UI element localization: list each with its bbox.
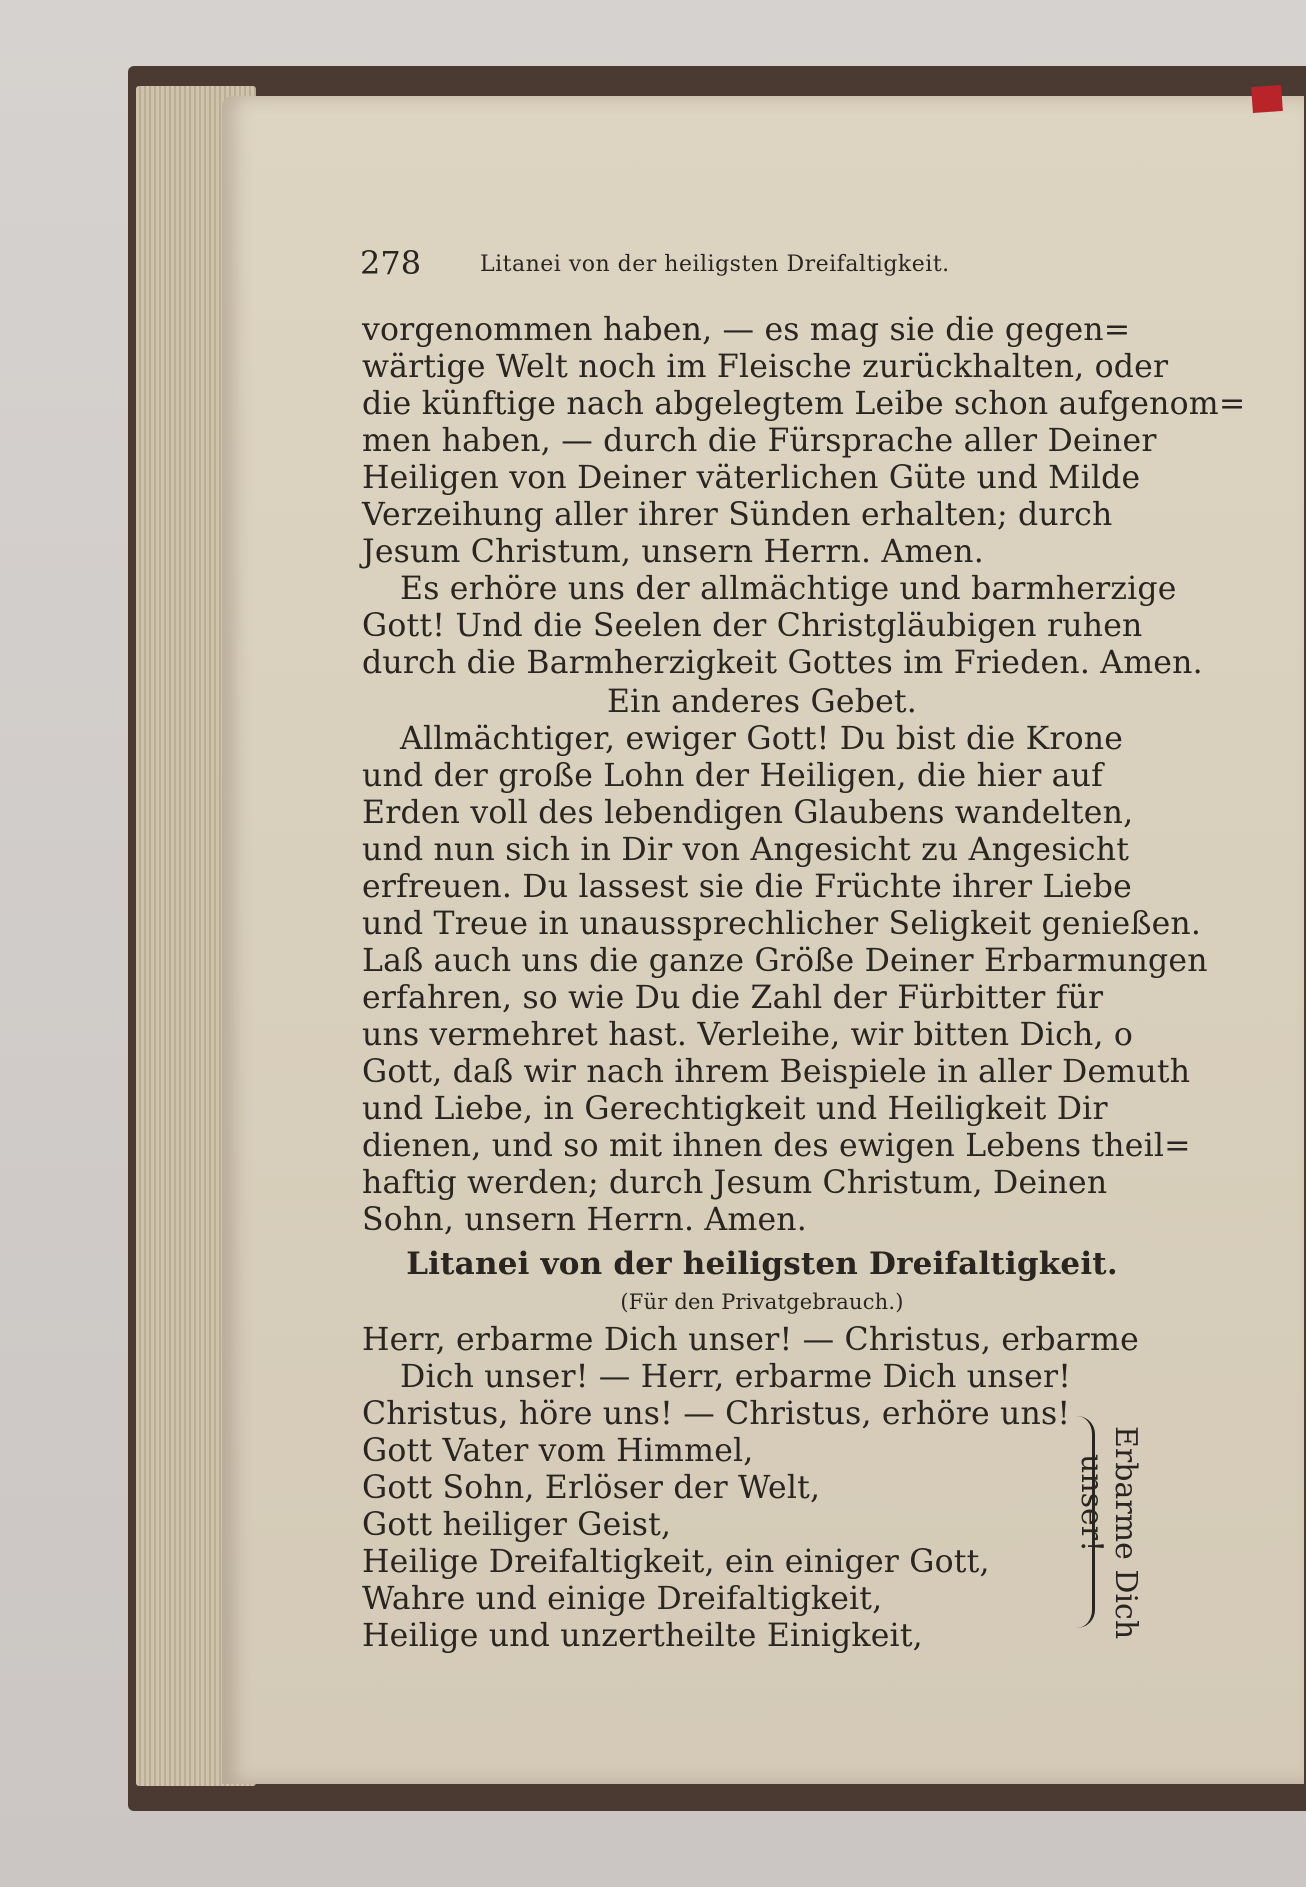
body-line: men haben, — durch die Fürsprache aller Deiner xyxy=(362,423,1157,459)
prayer-line: Allmächtiger, ewiger Gott! Du bist die Krone xyxy=(400,721,1124,757)
ribbon-bookmark xyxy=(1251,85,1283,113)
litany-invocation: Gott Sohn, Erlöser der Welt, xyxy=(362,1470,821,1506)
prayer-heading: Ein anderes Gebet. xyxy=(606,684,917,720)
body-line: durch die Barmherzigkeit Gottes im Frieden. Amen. xyxy=(362,645,1203,681)
body-line: die künftige nach abgelegtem Leibe schon aufgenom= xyxy=(362,386,1246,422)
body-line: Gott! Und die Seelen der Christgläubigen ruhen xyxy=(362,608,1143,644)
litany-invocation: Gott heiliger Geist, xyxy=(362,1507,672,1543)
prayer-line: dienen, und so mit ihnen des ewigen Lebens theil= xyxy=(362,1128,1191,1164)
response-line: Erbarme Dich xyxy=(1108,1426,1143,1640)
litany-opening-line: Christus, höre uns! — Christus, erhöre uns! xyxy=(362,1396,1071,1432)
litany-response xyxy=(1074,1426,1306,1640)
body-line: Verzeihung aller ihrer Sünden erhalten; durch xyxy=(362,497,1113,533)
prayer-line: Laß auch uns die ganze Größe Deiner Erbarmungen xyxy=(362,943,1208,979)
litany-invocation: Heilige Dreifaltigkeit, ein einiger Gott, xyxy=(362,1544,990,1580)
body-line: Heiligen von Deiner väterlichen Güte und Milde xyxy=(362,460,1141,496)
litany-invocation: Wahre und einige Dreifaltigkeit, xyxy=(362,1581,883,1617)
litany-subtitle: (Für den Privatgebrauch.) xyxy=(620,1290,904,1314)
prayer-line: Gott, daß wir nach ihrem Beispiele in aller Demuth xyxy=(362,1054,1191,1090)
litany-opening-line: Herr, erbarme Dich unser! — Christus, erbarme xyxy=(362,1322,1139,1358)
prayer-line: und Liebe, in Gerechtigkeit und Heiligkeit Dir xyxy=(362,1091,1108,1127)
page-number: 278 xyxy=(360,244,422,282)
litany-invocation: Heilige und unzertheilte Einigkeit, xyxy=(362,1618,923,1654)
prayer-line: haftig werden; durch Jesum Christum, Deinen xyxy=(362,1165,1108,1201)
prayer-line: Sohn, unsern Herrn. Amen. xyxy=(362,1202,807,1238)
prayer-line: erfreuen. Du lassest sie die Früchte ihrer Liebe xyxy=(362,869,1132,905)
prayer-line: und nun sich in Dir von Angesicht zu Angesicht xyxy=(362,832,1130,868)
prayer-line: und Treue in unaussprechlicher Seligkeit genießen. xyxy=(362,906,1202,942)
body-line: Es erhöre uns der allmächtige und barmherzige xyxy=(400,571,1177,607)
litany-title: Litanei von der heiligsten Dreifaltigkeit. xyxy=(406,1246,1118,1282)
prayer-line: Erden voll des lebendigen Glaubens wandelten, xyxy=(362,795,1134,831)
prayer-line: erfahren, so wie Du die Zahl der Fürbitter für xyxy=(362,980,1104,1016)
litany-opening-line: Dich unser! — Herr, erbarme Dich unser! xyxy=(400,1359,1072,1395)
running-head: Litanei von der heiligsten Dreifaltigkeit. xyxy=(480,252,950,277)
response-line: unser! xyxy=(1074,1454,1109,1553)
prayer-line: uns vermehret hast. Verleihe, wir bitten Dich, o xyxy=(362,1017,1134,1053)
body-line: vorgenommen haben, — es mag sie die gegen= xyxy=(362,312,1131,348)
body-line: Jesum Christum, unsern Herrn. Amen. xyxy=(362,534,984,570)
litany-invocation: Gott Vater vom Himmel, xyxy=(362,1433,754,1469)
body-line: wärtige Welt noch im Fleische zurückhalten, oder xyxy=(362,349,1169,385)
prayer-line: und der große Lohn der Heiligen, die hier auf xyxy=(362,758,1104,794)
